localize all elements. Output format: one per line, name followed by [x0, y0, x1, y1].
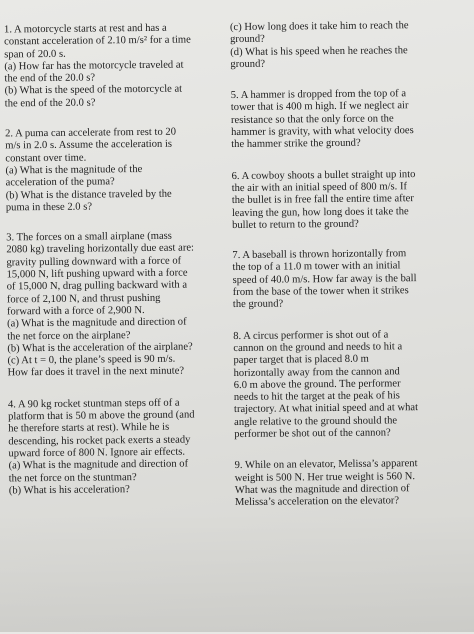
problem-8-line: performer be shot out of the cannon? [234, 427, 391, 441]
problem-3-line: of 15,000 N, drag pulling backward with a [6, 279, 188, 293]
right-column [230, 20, 457, 510]
problem-9-line: Melissa’s acceleration on the elevator? [234, 495, 400, 509]
problem-7-line: 7. A baseball is thrown horizontally from [232, 248, 407, 262]
problem-7-line: the ground? [232, 298, 284, 311]
problem-2 [5, 126, 224, 214]
problem-3-line: 15,000 N, lift pushing upward with a force [6, 267, 188, 281]
problem-3 [6, 230, 226, 380]
problem-5-line: tower that is 400 m high. If we neglect air [230, 100, 409, 114]
problem-5-line: the hammer strike the ground? [231, 138, 361, 151]
problem-7-line: from the base of the tower when it strikes [232, 285, 409, 299]
problem-8-line: angle relative to the ground should the [234, 415, 398, 428]
problem-9-line: What was the magnitude and direction of [234, 483, 410, 496]
problem-6-line: 6. A cowboy shoots a bullet straight up into [231, 168, 416, 182]
problem-2-line: constant over time. [5, 152, 87, 165]
problem-3-line: the net force on the airplane? [7, 329, 131, 342]
left-column [4, 22, 227, 497]
problem-5-line: 5. A hammer is dropped from the top of a [230, 88, 407, 102]
problem-4-line: (b) What is his acceleration? [8, 483, 130, 497]
problem-4-line: the net force on the stuntman? [8, 471, 137, 484]
problem-7 [232, 248, 455, 312]
problem-6-line: the bullet is in free fall the entire time after [231, 193, 414, 207]
problem-8-line: needs to hit the target at the peak of his [233, 390, 400, 404]
problem-8-line: horizontally away from the cannon and [233, 365, 400, 379]
problem-4-continued-line: (d) What is his speed when he reaches the [230, 44, 408, 58]
problem-3-line: (b) What is the acceleration of the airplane? [7, 341, 193, 355]
problem-4-continued-line: ground? [230, 33, 265, 46]
problem-6-line: the air with an initial speed of 800 m/s. If [231, 181, 408, 195]
problem-2-line: (b) What is the distance traveled by the [5, 188, 172, 201]
problem-4-line: descending, his rocket pack exerts a steady [8, 434, 191, 448]
problem-7-line: speed of 40.0 m/s. How far away is the ball [232, 272, 417, 286]
problem-6-line: leaving the gun, how long does it take the [231, 205, 409, 219]
problem-7-line: the top of a 11.0 m tower with an initial [232, 260, 401, 274]
problem-3-line: 3. The forces on a small airplane (mass [6, 230, 172, 244]
problem-4-line: he therefore starts at rest). While he is [8, 422, 170, 435]
problem-1-line: 1. A motorcycle starts at rest and has a [3, 22, 167, 36]
problem-4-line: platform that is 50 m above the ground (and [7, 409, 195, 423]
problem-1-line: (a) How far has the motorcycle traveled at [4, 59, 184, 73]
problem-8-line: cannon on the ground and needs to hit a [233, 341, 403, 354]
problem-3-line: 2080 kg) traveling horizontally due east are: [6, 242, 195, 256]
problem-1-line: the end of the 20.0 s? [4, 97, 96, 110]
problem-8 [233, 328, 456, 441]
problem-3-line: gravity pulling downward with a force of [6, 255, 182, 269]
problem-5-line: resistance so that the only force on the [230, 113, 394, 126]
problem-4-line: (a) What is the magnitude and direction of [8, 458, 189, 472]
problem-8-line: 8. A circus performer is shot out of a [233, 329, 389, 342]
problem-8-line: trajectory. At what initial speed and at what [233, 402, 419, 416]
problem-4-continued [230, 20, 453, 72]
problem-2-line: acceleration of the puma? [5, 176, 115, 189]
problem-1 [4, 22, 223, 110]
problem-1-line: span of 20.0 s. [4, 48, 66, 61]
problem-1-line: the end of the 20.0 s? [4, 72, 96, 85]
problem-1-line: (b) What is the speed of the motorcycle at [4, 84, 183, 97]
problem-3-line: (c) At t = 0, the plane’s speed is 90 m/s. [7, 353, 176, 367]
problem-2-line: 2. A puma can accelerate from rest to 20 [5, 126, 177, 140]
problem-4-continued-line: (c) How long does it take him to reach the [229, 20, 409, 34]
problem-3-line: (a) What is the magnitude and direction of [7, 316, 187, 330]
problem-3-line: forward with a force of 2,900 N. [6, 304, 145, 318]
problem-5 [231, 88, 454, 152]
problem-2-line: puma in these 2.0 s? [5, 201, 93, 214]
problem-2-line: m/s in 2.0 s. Assume the acceleration is [5, 139, 173, 152]
problem-6 [231, 168, 454, 232]
problem-9-line: weight is 500 N. Her true weight is 560 N. [234, 470, 416, 484]
problem-4 [8, 397, 227, 498]
problem-8-line: paper target that is placed 8.0 m [233, 353, 369, 367]
problem-9-line: 9. While on an elevator, Melissa’s apparent [234, 458, 418, 472]
problem-4-line: upward force of 800 N. Ignore air effects. [8, 446, 186, 460]
problem-1-line: constant acceleration of 2.10 m/s² for a time [4, 34, 191, 48]
problem-5-line: hammer is gravity, with what velocity does [231, 125, 414, 139]
problem-3-line: How far does it travel in the next minute? [7, 365, 185, 379]
problem-9 [235, 458, 458, 510]
problem-3-line: force of 2,100 N, and thrust pushing [6, 292, 161, 306]
problem-2-line: (a) What is the magnitude of the [5, 163, 143, 177]
problem-4-continued-line: ground? [230, 58, 266, 70]
problem-4-line: 4. A 90 kg rocket stuntman steps off of a [7, 397, 180, 411]
problem-6-line: bullet to return to the ground? [231, 218, 359, 231]
problem-8-line: 6.0 m above the ground. The performer [233, 378, 401, 391]
